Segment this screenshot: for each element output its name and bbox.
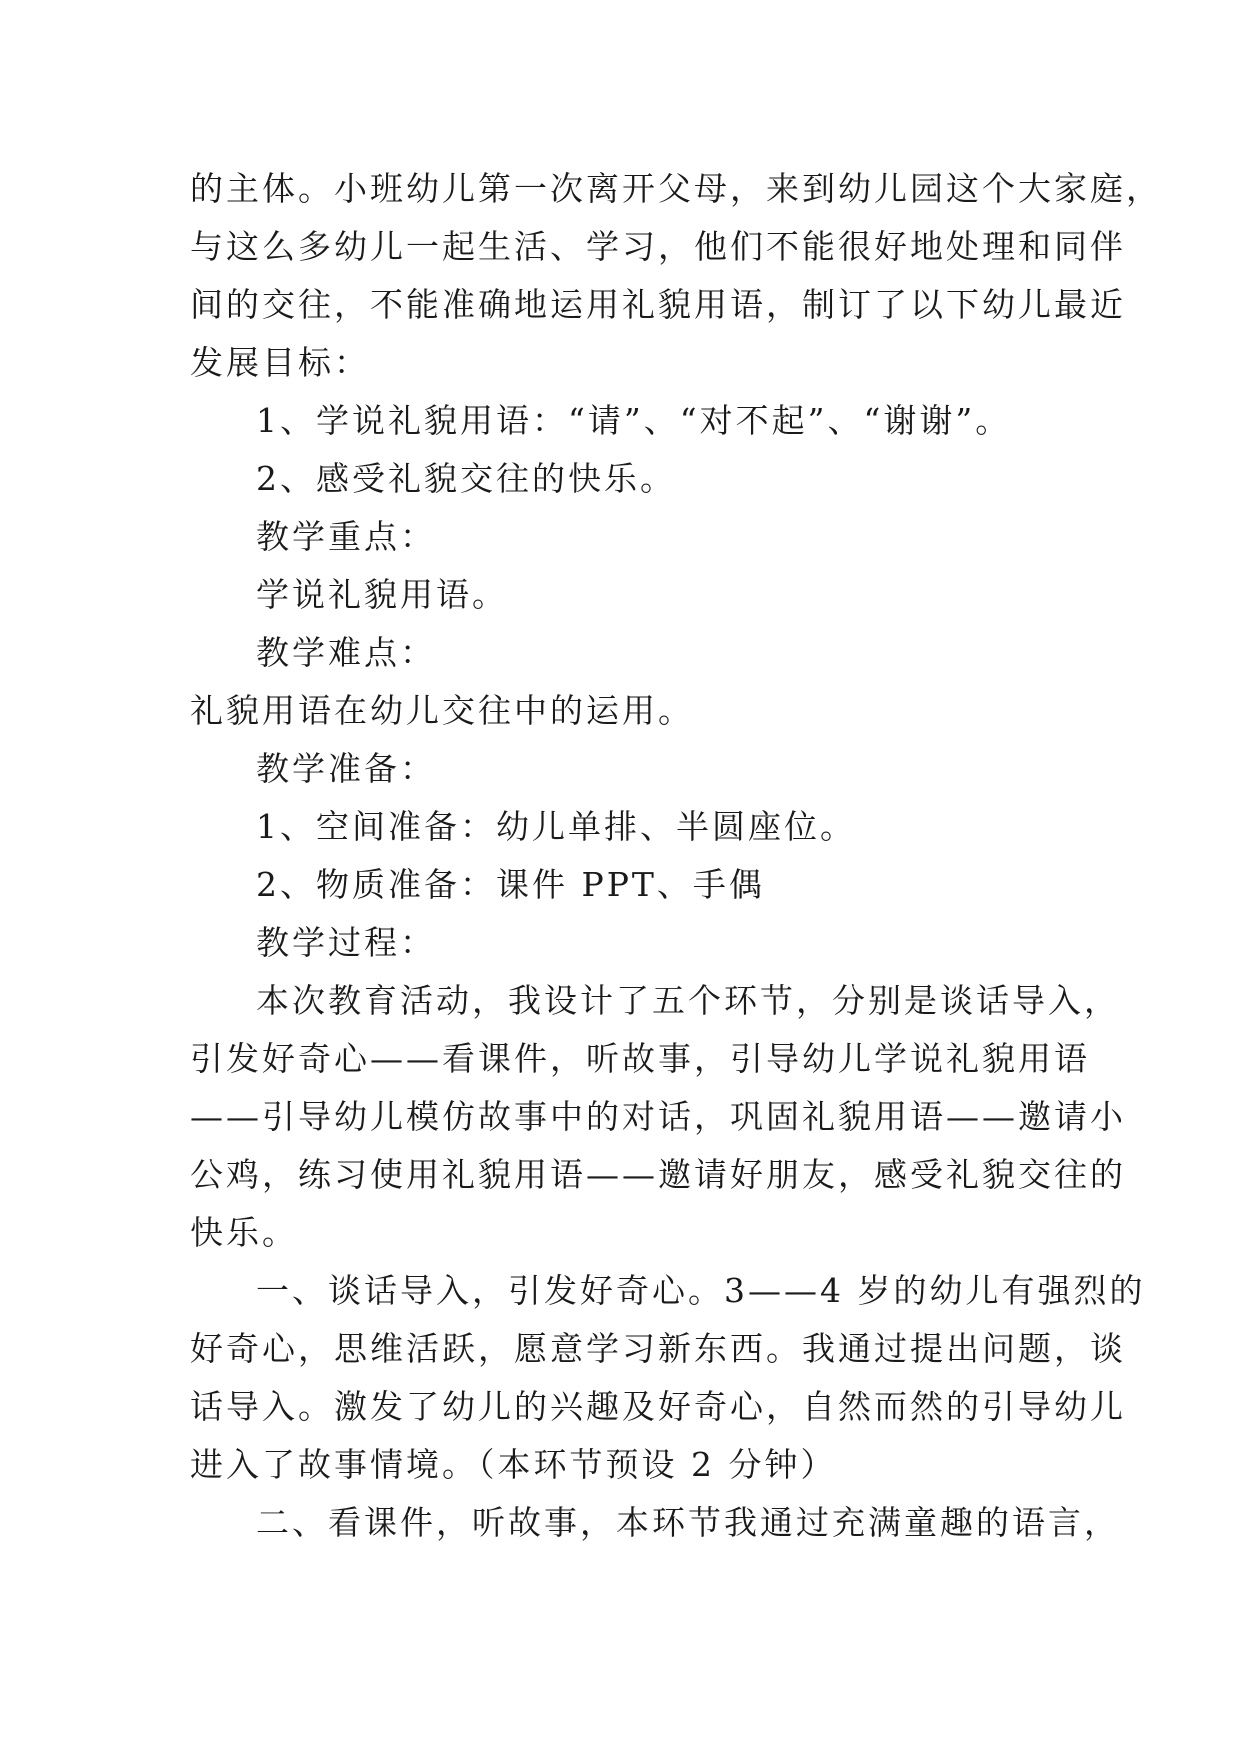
text-line: 礼貌用语在幼儿交往中的运用。 bbox=[190, 691, 694, 730]
text-line: 发展目标： bbox=[190, 343, 370, 382]
text-line: 间的交往，不能准确地运用礼貌用语，制订了以下幼儿最近 bbox=[190, 285, 1126, 324]
text-line: 话导入。激发了幼儿的兴趣及好奇心，自然而然的引导幼儿 bbox=[190, 1387, 1126, 1426]
text-line: 快乐。 bbox=[190, 1213, 298, 1252]
text-line: 本次教育活动，我设计了五个环节，分别是谈话导入， bbox=[256, 981, 1120, 1020]
text-line: 好奇心，思维活跃，愿意学习新东西。我通过提出问题，谈 bbox=[190, 1329, 1126, 1368]
text-line: 引发好奇心——看课件，听故事，引导幼儿学说礼貌用语 bbox=[190, 1039, 1090, 1078]
section-heading: 教学过程： bbox=[256, 923, 436, 962]
section-heading: 教学准备： bbox=[256, 749, 436, 788]
preparation-item: 1、空间准备：幼儿单排、半圆座位。 bbox=[256, 807, 856, 846]
text-line: 公鸡，练习使用礼貌用语——邀请好朋友，感受礼貌交往的 bbox=[190, 1155, 1126, 1194]
text-line: 的主体。小班幼儿第一次离开父母，来到幼儿园这个大家庭， bbox=[190, 169, 1162, 208]
section-heading: 教学重点： bbox=[256, 517, 436, 556]
text-line: 一、谈话导入，引发好奇心。3——4 岁的幼儿有强烈的 bbox=[256, 1271, 1146, 1310]
text-line: 学说礼貌用语。 bbox=[256, 575, 508, 614]
section-heading: 教学难点： bbox=[256, 633, 436, 672]
text-line: ——引导幼儿模仿故事中的对话，巩固礼貌用语——邀请小 bbox=[190, 1097, 1126, 1136]
objective-item: 1、学说礼貌用语：“请”、“对不起”、“谢谢”。 bbox=[256, 401, 1012, 440]
objective-item: 2、感受礼貌交往的快乐。 bbox=[256, 459, 676, 498]
text-line: 进入了故事情境。（本环节预设 2 分钟） bbox=[190, 1445, 837, 1484]
text-line: 二、看课件，听故事，本环节我通过充满童趣的语言， bbox=[256, 1503, 1120, 1542]
text-line: 与这么多幼儿一起生活、学习，他们不能很好地处理和同伴 bbox=[190, 227, 1126, 266]
document-body bbox=[190, 160, 1162, 1552]
preparation-item: 2、物质准备：课件 PPT、手偶 bbox=[256, 865, 765, 904]
